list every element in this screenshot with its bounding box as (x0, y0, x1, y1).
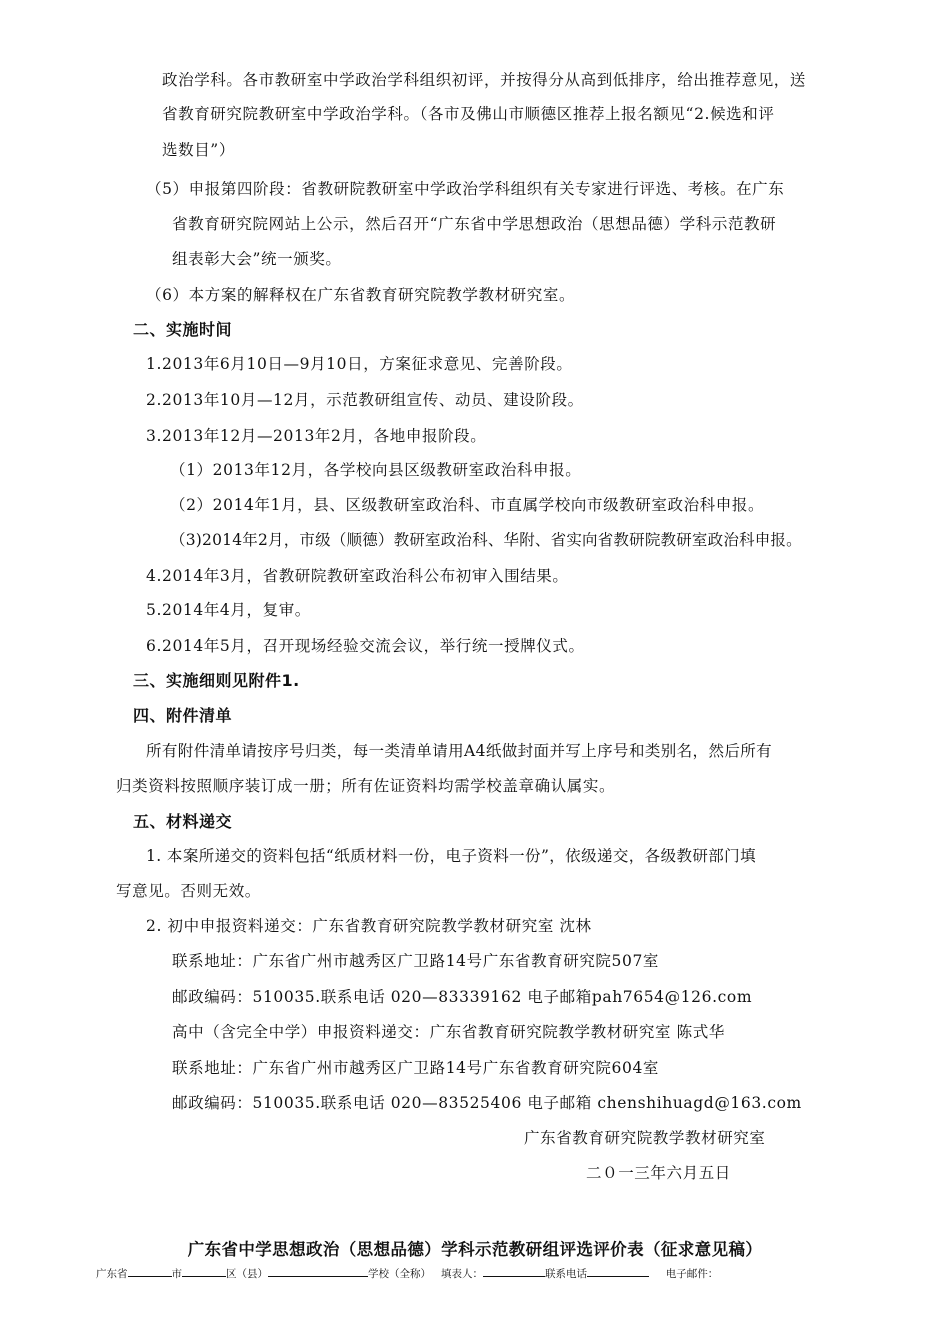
paragraph-line: 6.2014年5月，召开现场经验交流会议，举行统一授牌仪式。 (146, 637, 585, 655)
phone-label: 联系电话 (545, 1268, 588, 1280)
district-label: 区（县） (226, 1268, 268, 1280)
paragraph-line: （1）2013年12月，各学校向县区级教研室政治科申报。 (170, 461, 582, 479)
form-header-fields (96, 1265, 718, 1281)
signature-date: 二０一三年六月五日 (586, 1164, 731, 1182)
district-blank[interactable] (182, 1265, 226, 1277)
paragraph-line: 选数目”） (162, 141, 235, 159)
province-label: 广东省 (96, 1268, 128, 1280)
paragraph-line: （5）申报第四阶段：省教研院教研室中学政治学科组织有关专家进行评选、考核。在广东 (146, 180, 785, 198)
paragraph-line: 1.2013年6月10日—9月10日，方案征求意见、完善阶段。 (146, 355, 573, 373)
signature-org: 广东省教育研究院教学教材研究室 (524, 1129, 766, 1147)
paragraph-line: （6）本方案的解释权在广东省教育研究院教学教材研究室。 (146, 286, 576, 304)
city-label: 市 (171, 1268, 182, 1280)
paragraph-line: 写意见。否则无效。 (116, 882, 261, 900)
paragraph-line: 5.2014年4月，复审。 (146, 601, 311, 619)
contact-line: 高中（含完全中学）申报资料递交：广东省教育研究院教学教材研究室 陈式华 (172, 1023, 725, 1041)
paragraph-line: 所有附件清单请按序号归类，每一类清单请用A4纸做封面并写上序号和类别名，然后所有 (146, 742, 773, 760)
contact-line: 联系地址：广东省广州市越秀区广卫路14号广东省教育研究院604室 (172, 1059, 660, 1077)
paragraph-line: 省教育研究院教研室中学政治学科。（各市及佛山市顺德区推荐上报名额见“2.候选和评 (162, 105, 775, 123)
contact-line: 邮政编码：510035.联系电话 020—83525406 电子邮箱 chenshihuagd@163.com (172, 1094, 802, 1112)
filler-blank[interactable] (483, 1265, 545, 1277)
paragraph-line: 1. 本案所递交的资料包括“纸质材料一份，电子资料一份”，依级递交，各级教研部门填 (146, 847, 756, 865)
section-heading: 三、实施细则见附件1. (133, 671, 300, 690)
school-label: 学校（全称） (368, 1268, 431, 1280)
paragraph-line: 省教育研究院网站上公示，然后召开“广东省中学思想政治（思想品德）学科示范教研 (172, 215, 777, 233)
contact-line: 邮政编码：510035.联系电话 020—83339162 电子邮箱pah7654@126.com (172, 988, 753, 1006)
city-blank[interactable] (128, 1265, 172, 1277)
section-heading: 五、材料递交 (133, 812, 233, 831)
section-heading: 二、实施时间 (133, 320, 233, 339)
filler-label: 填表人： (441, 1268, 484, 1280)
contact-line: 2. 初中申报资料递交：广东省教育研究院教学教材研究室 沈林 (146, 917, 592, 935)
school-blank[interactable] (268, 1265, 368, 1277)
form-title: 广东省中学思想政治（思想品德）学科示范教研组评选评价表（征求意见稿） (187, 1240, 763, 1259)
paragraph-line: 2.2013年10月—12月，示范教研组宣传、动员、建设阶段。 (146, 391, 584, 409)
paragraph-line: 组表彰大会”统一颁奖。 (172, 250, 342, 268)
paragraph-line: （3)2014年2月，市级（顺德）教研室政治科、华附、省实向省教研院教研室政治科申报。 (170, 531, 802, 549)
email-label: 电子邮件： (665, 1268, 719, 1280)
paragraph-line: 4.2014年3月，省教研院教研室政治科公布初审入围结果。 (146, 567, 569, 585)
paragraph-line: 政治学科。各市教研室中学政治学科组织初评，并按得分从高到低排序，给出推荐意见，送 (162, 71, 807, 89)
phone-blank[interactable] (587, 1265, 649, 1277)
section-heading: 四、附件清单 (133, 706, 233, 725)
paragraph-line: 3.2013年12月—2013年2月，各地申报阶段。 (146, 427, 487, 445)
contact-line: 联系地址：广东省广州市越秀区广卫路14号广东省教育研究院507室 (172, 952, 660, 970)
paragraph-line: 归类资料按照顺序装订成一册；所有佐证资料均需学校盖章确认属实。 (116, 777, 616, 795)
paragraph-line: （2）2014年1月，县、区级教研室政治科、市直属学校向市级教研室政治科申报。 (170, 496, 765, 514)
